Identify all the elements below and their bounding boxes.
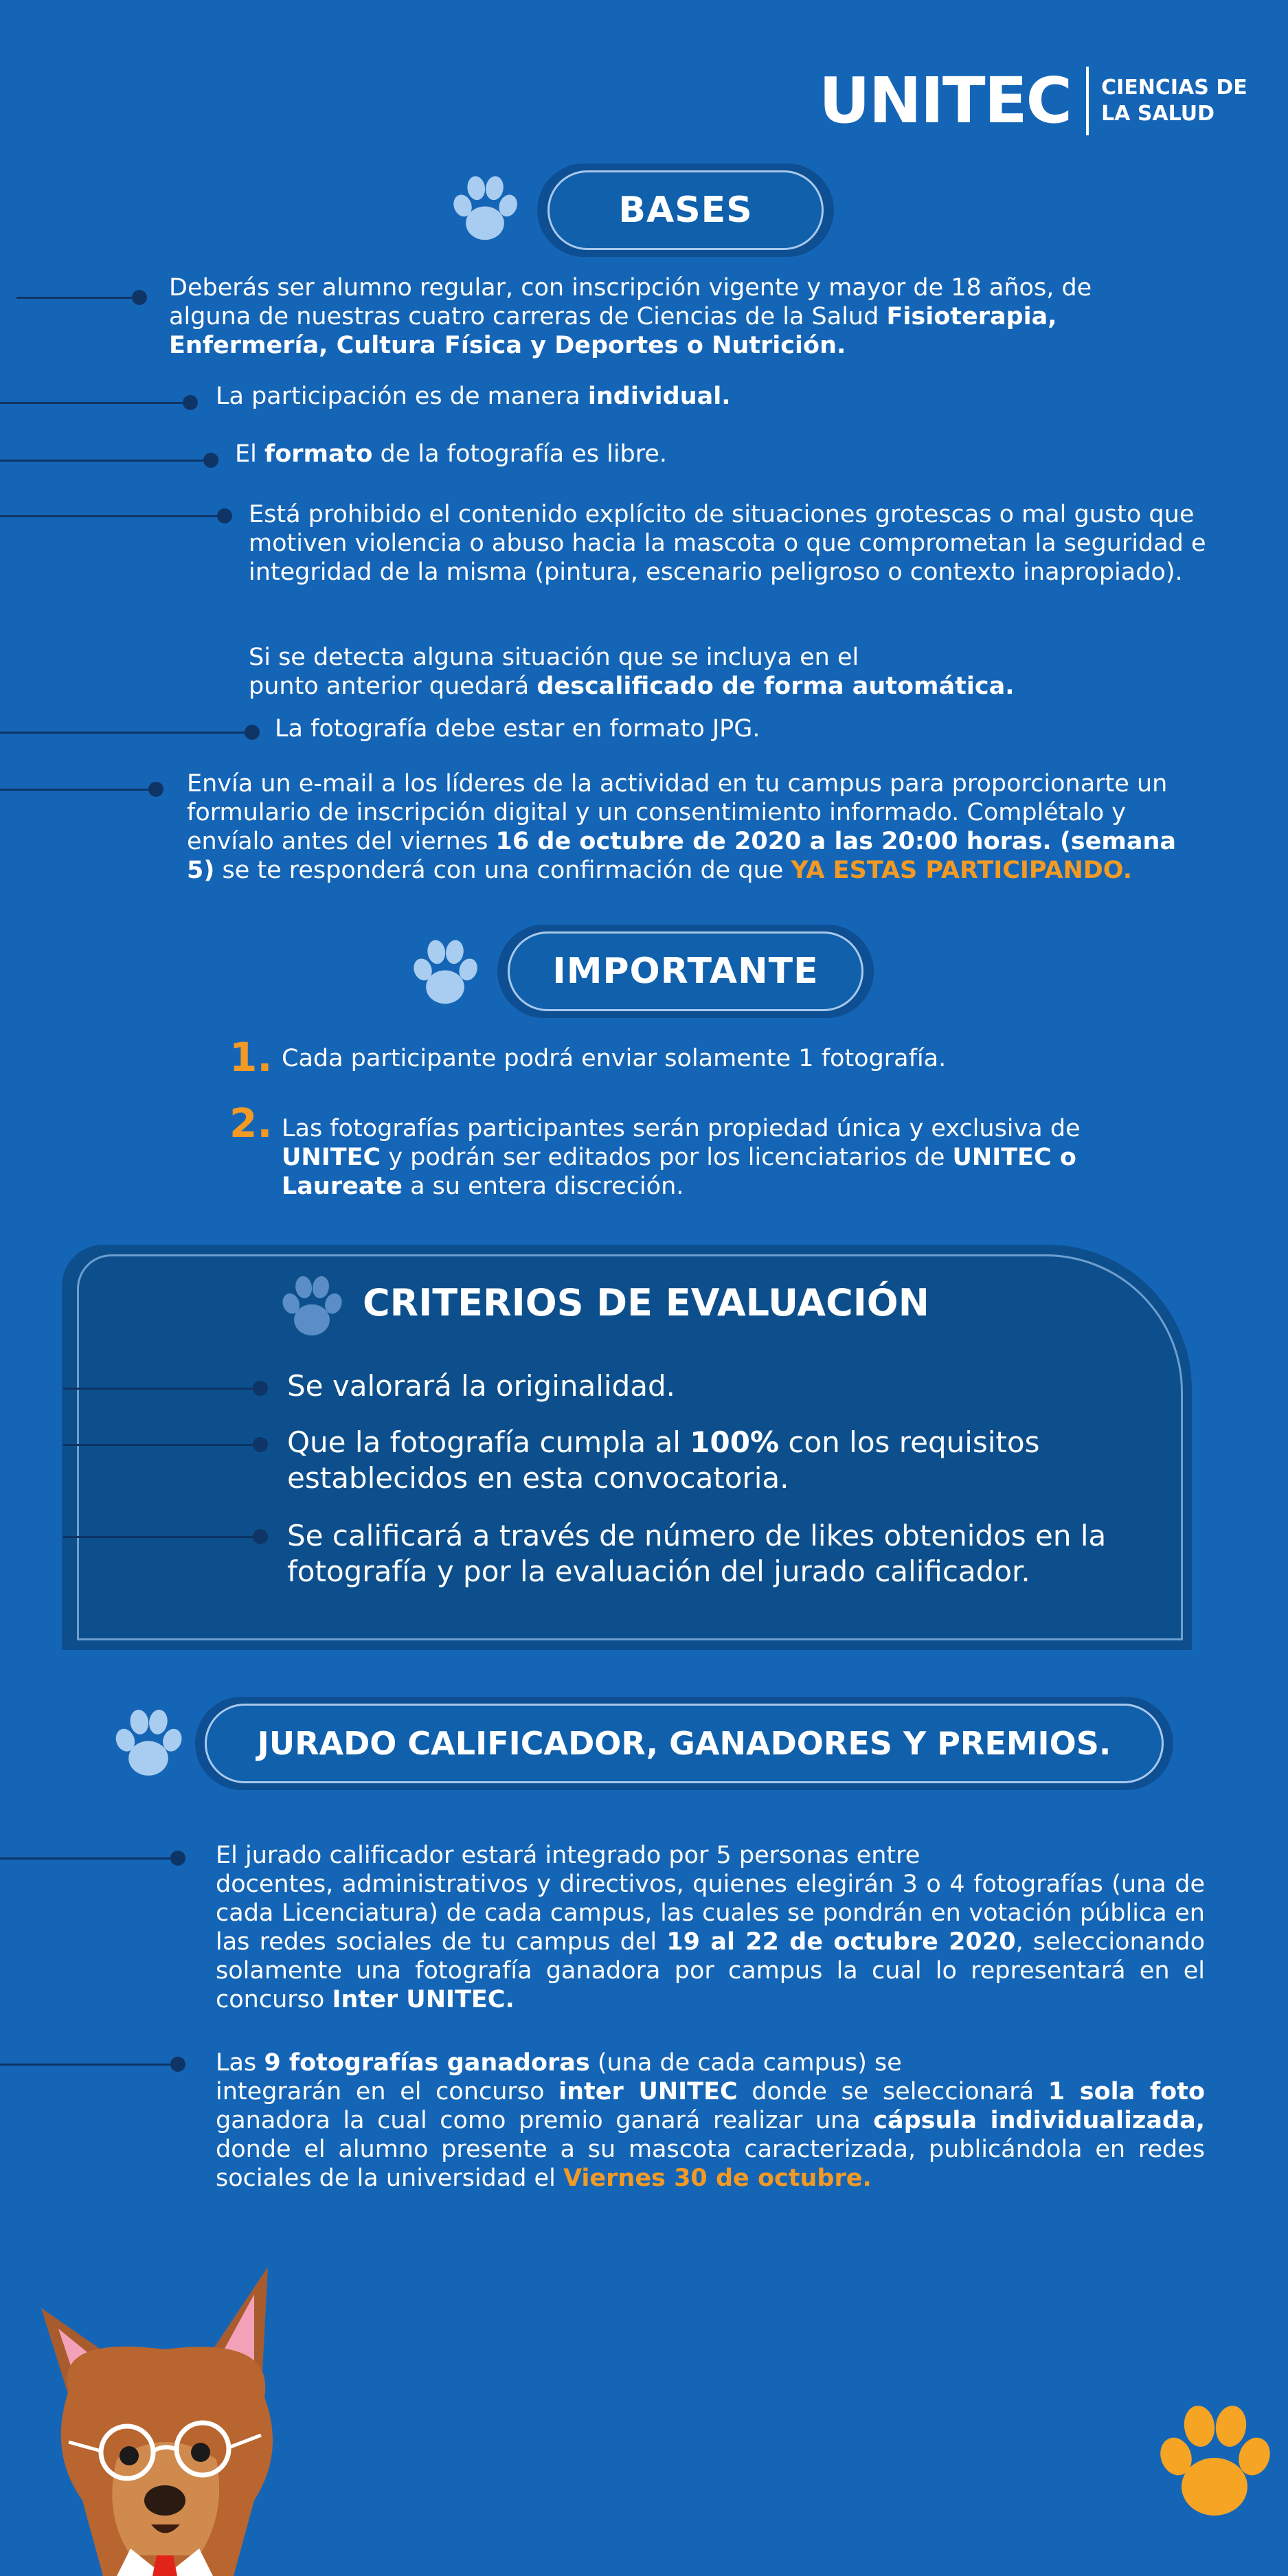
section-header-importante bbox=[497, 925, 874, 1018]
bullet-dot bbox=[170, 1851, 185, 1866]
bullet-line bbox=[0, 1857, 176, 1860]
bullet-line bbox=[0, 2064, 176, 2066]
jurado-paragraph-1: El jurado calificador estará integrado por 5 personas entre docentes, administrativos y directivos, quienes elegirán 3 o 4 fotografías (una de cada Licenciatura) de cada campus, las cuales se pondrán en votación pública en las redes sociales de tu campus del 19 al 22 de octubre 2020, seleccionando solamente una fotografía ganadora por campus la cual lo representará en el concurso Inter UNITEC. bbox=[216, 1842, 1206, 2013]
criterio-likes: Se calificará a través de número de likes obtenidos en la fotografía y por la evaluación del jurado calificador. bbox=[287, 1519, 1107, 1588]
logo-separator bbox=[1086, 67, 1089, 135]
jurado-paragraph-2: Las 9 fotografías ganadoras (una de cada campus) se integrarán en el concurso inter UNITEC donde se seleccionará 1 sola foto ganadora la cual como premio ganará realizar una cápsula individualizada, donde el alumno presente a su mascota caracterizada, publicándola en redes sociales de la universidad el Viernes 30 de octubre. bbox=[216, 2049, 1206, 2192]
dog-mascot-illustration bbox=[27, 2253, 302, 2576]
list-number: 2. bbox=[229, 1100, 273, 1146]
list-number: 1. bbox=[229, 1034, 273, 1081]
bases-item-registration: Envía un e-mail a los líderes de la actividad en tu campus para proporcionarte un formulario de inscripción digital y un consentimiento informado. Complétalo y envíalo antes del viernes 16 de octubre de 2020 a las 20:00 horas. (semana 5) se te responderá con una confirmación de que YA ESTAS PARTICIPANDO. bbox=[187, 770, 1177, 884]
logo-wordmark: UNITEC bbox=[819, 64, 1072, 137]
bullet-line bbox=[0, 515, 224, 517]
paw-icon bbox=[445, 169, 525, 249]
bullet-dot bbox=[253, 1437, 268, 1452]
bullet-line bbox=[0, 732, 251, 734]
section-title-jurado: JURADO CALIFICADOR, GANADORES Y PREMIOS. bbox=[205, 1704, 1164, 1783]
paw-icon bbox=[107, 1702, 190, 1785]
bases-item-disqualification: Si se detecta alguna situación que se incluya en el punto anterior quedará descalificado de forma automática. bbox=[249, 644, 1015, 700]
logo-subtitle bbox=[1101, 75, 1247, 127]
logo-subtitle-line2: LA SALUD bbox=[1101, 102, 1214, 126]
criterio-requisitos: Que la fotografía cumpla al 100% con los requisitos establecidos en esta convocatoria. bbox=[287, 1425, 1040, 1495]
bullet-line bbox=[63, 1444, 262, 1446]
bullet-dot bbox=[253, 1529, 268, 1544]
section-title-importante: IMPORTANTE bbox=[508, 931, 863, 1011]
bullet-dot bbox=[203, 453, 218, 468]
section-title-bases: BASES bbox=[547, 170, 824, 250]
bullet-dot bbox=[148, 782, 163, 797]
paw-icon bbox=[405, 933, 485, 1013]
bullet-dot bbox=[170, 2057, 185, 2072]
bullet-line bbox=[0, 460, 210, 462]
bullet-dot bbox=[253, 1381, 268, 1396]
bullet-line bbox=[63, 1388, 262, 1390]
criterio-originalidad: Se valorará la originalidad. bbox=[287, 1369, 675, 1403]
section-title-criterios: CRITERIOS DE EVALUACIÓN bbox=[363, 1281, 929, 1324]
paw-icon bbox=[275, 1269, 349, 1344]
bases-item-jpg: La fotografía debe estar en formato JPG. bbox=[275, 715, 760, 743]
bullet-dot bbox=[132, 290, 147, 305]
bullet-dot bbox=[183, 395, 198, 410]
unitec-logo bbox=[819, 63, 1247, 139]
logo-subtitle-line1: CIENCIAS DE bbox=[1101, 76, 1247, 100]
bases-item-prohibited: Está prohibido el contenido explícito de situaciones grotescas o mal gusto que motiven violencia o abuso hacia la mascota o que comprometan la seguridad e integridad de la misma (pintura, escenario peligroso o contexto inapropiado). bbox=[249, 501, 1206, 586]
bullet-line bbox=[16, 297, 140, 299]
bullet-dot bbox=[245, 725, 260, 740]
section-header-bases bbox=[537, 163, 834, 257]
bases-item-eligibility: Deberás ser alumno regular, con inscripción vigente y mayor de 18 años, de alguna de nuestras cuatro carreras de Ciencias de la Salud Fisioterapia, Enfermería, Cultura Física y Deportes o Nutrición. bbox=[169, 274, 1092, 359]
bases-item-format: El formato de la fotografía es libre. bbox=[235, 440, 668, 468]
importante-item-1: Cada participante podrá enviar solamente 1 fotografía. bbox=[282, 1045, 947, 1072]
orange-paw-icon bbox=[1146, 2393, 1283, 2531]
bullet-dot bbox=[217, 508, 232, 523]
bullet-line bbox=[0, 402, 190, 404]
bases-item-participation: La participación es de manera individual. bbox=[216, 383, 731, 410]
section-header-jurado bbox=[195, 1697, 1173, 1790]
bullet-line bbox=[0, 789, 155, 791]
importante-item-2: Las fotografías participantes serán propiedad única y exclusiva de UNITEC y podrán ser editados por los licenciatarios de UNITEC o Laureate a su entera discreción. bbox=[282, 1115, 1081, 1200]
bullet-line bbox=[63, 1536, 262, 1538]
